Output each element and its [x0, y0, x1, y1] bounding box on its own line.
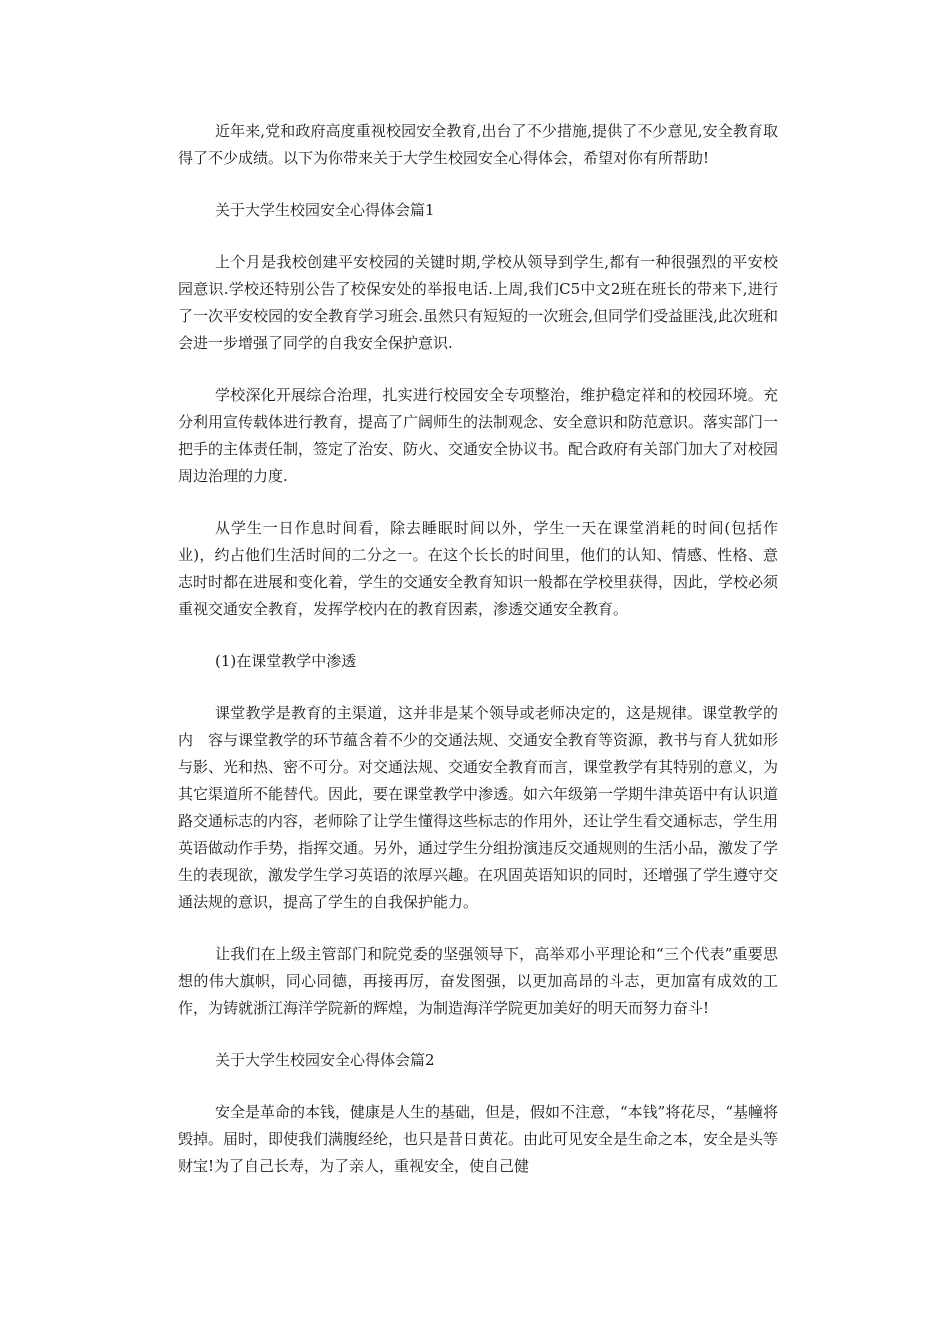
paragraph-1: 上个月是我校创建平安校园的关键时期,学校从领导到学生,都有一种很强烈的平安校园意识.学校还特别公告了校保安处的举报电话.上周,我们C5中文2班在班长的带来下,进行了一次平安校园的安全教育学习班会.虽然只有短短的一次班会,但同学们受益匪浅,此次班和会进一步增强了同学的自我安全保护意识. — [178, 253, 778, 352]
intro-paragraph: 近年来,党和政府高度重视校园安全教育,出台了不少措施,提供了不少意见,安全教育取得了不少成绩。以下为你带来关于大学生校园安全心得体会，希望对你有所帮助! — [178, 122, 778, 167]
section-heading-1: 关于大学生校园安全心得体会篇1 — [215, 201, 435, 219]
paragraph-4: 课堂教学是教育的主渠道，这并非是某个领导或老师决定的，这是规律。课堂教学的内 容与课堂教学的环节蕴含着不少的交通法规、交通安全教育等资源，教书与育人犹如形与影、光和热、密不可分。对交通法规、交通安全教育而言，课堂教学有其特别的意义，为其它渠道所不能替代。因此，要在课堂教学中渗透。如六年级第一学期牛津英语中有认识道路交通标志的内容，老师除了让学生懂得这些标志的作用外，还让学生看交通标志，学生用英语做动作手势，指挥交通。另外，通过学生分组扮演违反交通规则的生活小品，激发了学生的表现欲，激发学生学习英语的浓厚兴趣。在巩固英语知识的同时，还增强了学生遵守交通法规的意识，提高了学生的自我保护能力。 — [178, 704, 779, 911]
document-body — [178, 118, 778, 1180]
paragraph-3: 从学生一日作息时间看，除去睡眠时间以外，学生一天在课堂消耗的时间(包括作业)，约占他们生活时间的二分之一。在这个长长的时间里，他们的认知、情感、性格、意志时时都在进展和变化着，学生的交通安全教育知识一般都在学校里获得，因此，学校必须重视交通安全教育，发挥学校内在的教育因素，渗透交通安全教育。 — [178, 519, 779, 618]
section-heading-2: 关于大学生校园安全心得体会篇2 — [215, 1051, 435, 1069]
paragraph-6: 安全是革命的本钱，健康是人生的基础，但是，假如不注意，“本钱”将花尽，“基幢将毁掉。届时，即使我们满腹经纶，也只是昔日黄花。由此可见安全是生命之本，安全是头等财宝!为了自己长寿，为了亲人，重视安全，使自己健 — [178, 1103, 779, 1175]
sub-heading-classroom: (1)在课堂教学中渗透 — [215, 652, 357, 670]
paragraph-2: 学校深化开展综合治理，扎实进行校园安全专项整治，维护稳定祥和的校园环境。充分利用宣传载体进行教育，提高了广阔师生的法制观念、安全意识和防范意识。落实部门一把手的主体责任制，签定了治安、防火、交通安全协议书。配合政府有关部门加大了对校园周边治理的力度. — [178, 386, 779, 485]
paragraph-5: 让我们在上级主管部门和院党委的坚强领导下，高举邓小平理论和“三个代表”重要思想的伟大旗帜，同心同德，再接再厉，奋发图强，以更加高昂的斗志，更加富有成效的工作，为铸就浙江海洋学院新的辉煌，为制造海洋学院更加美好的明天而努力奋斗! — [178, 945, 778, 1017]
